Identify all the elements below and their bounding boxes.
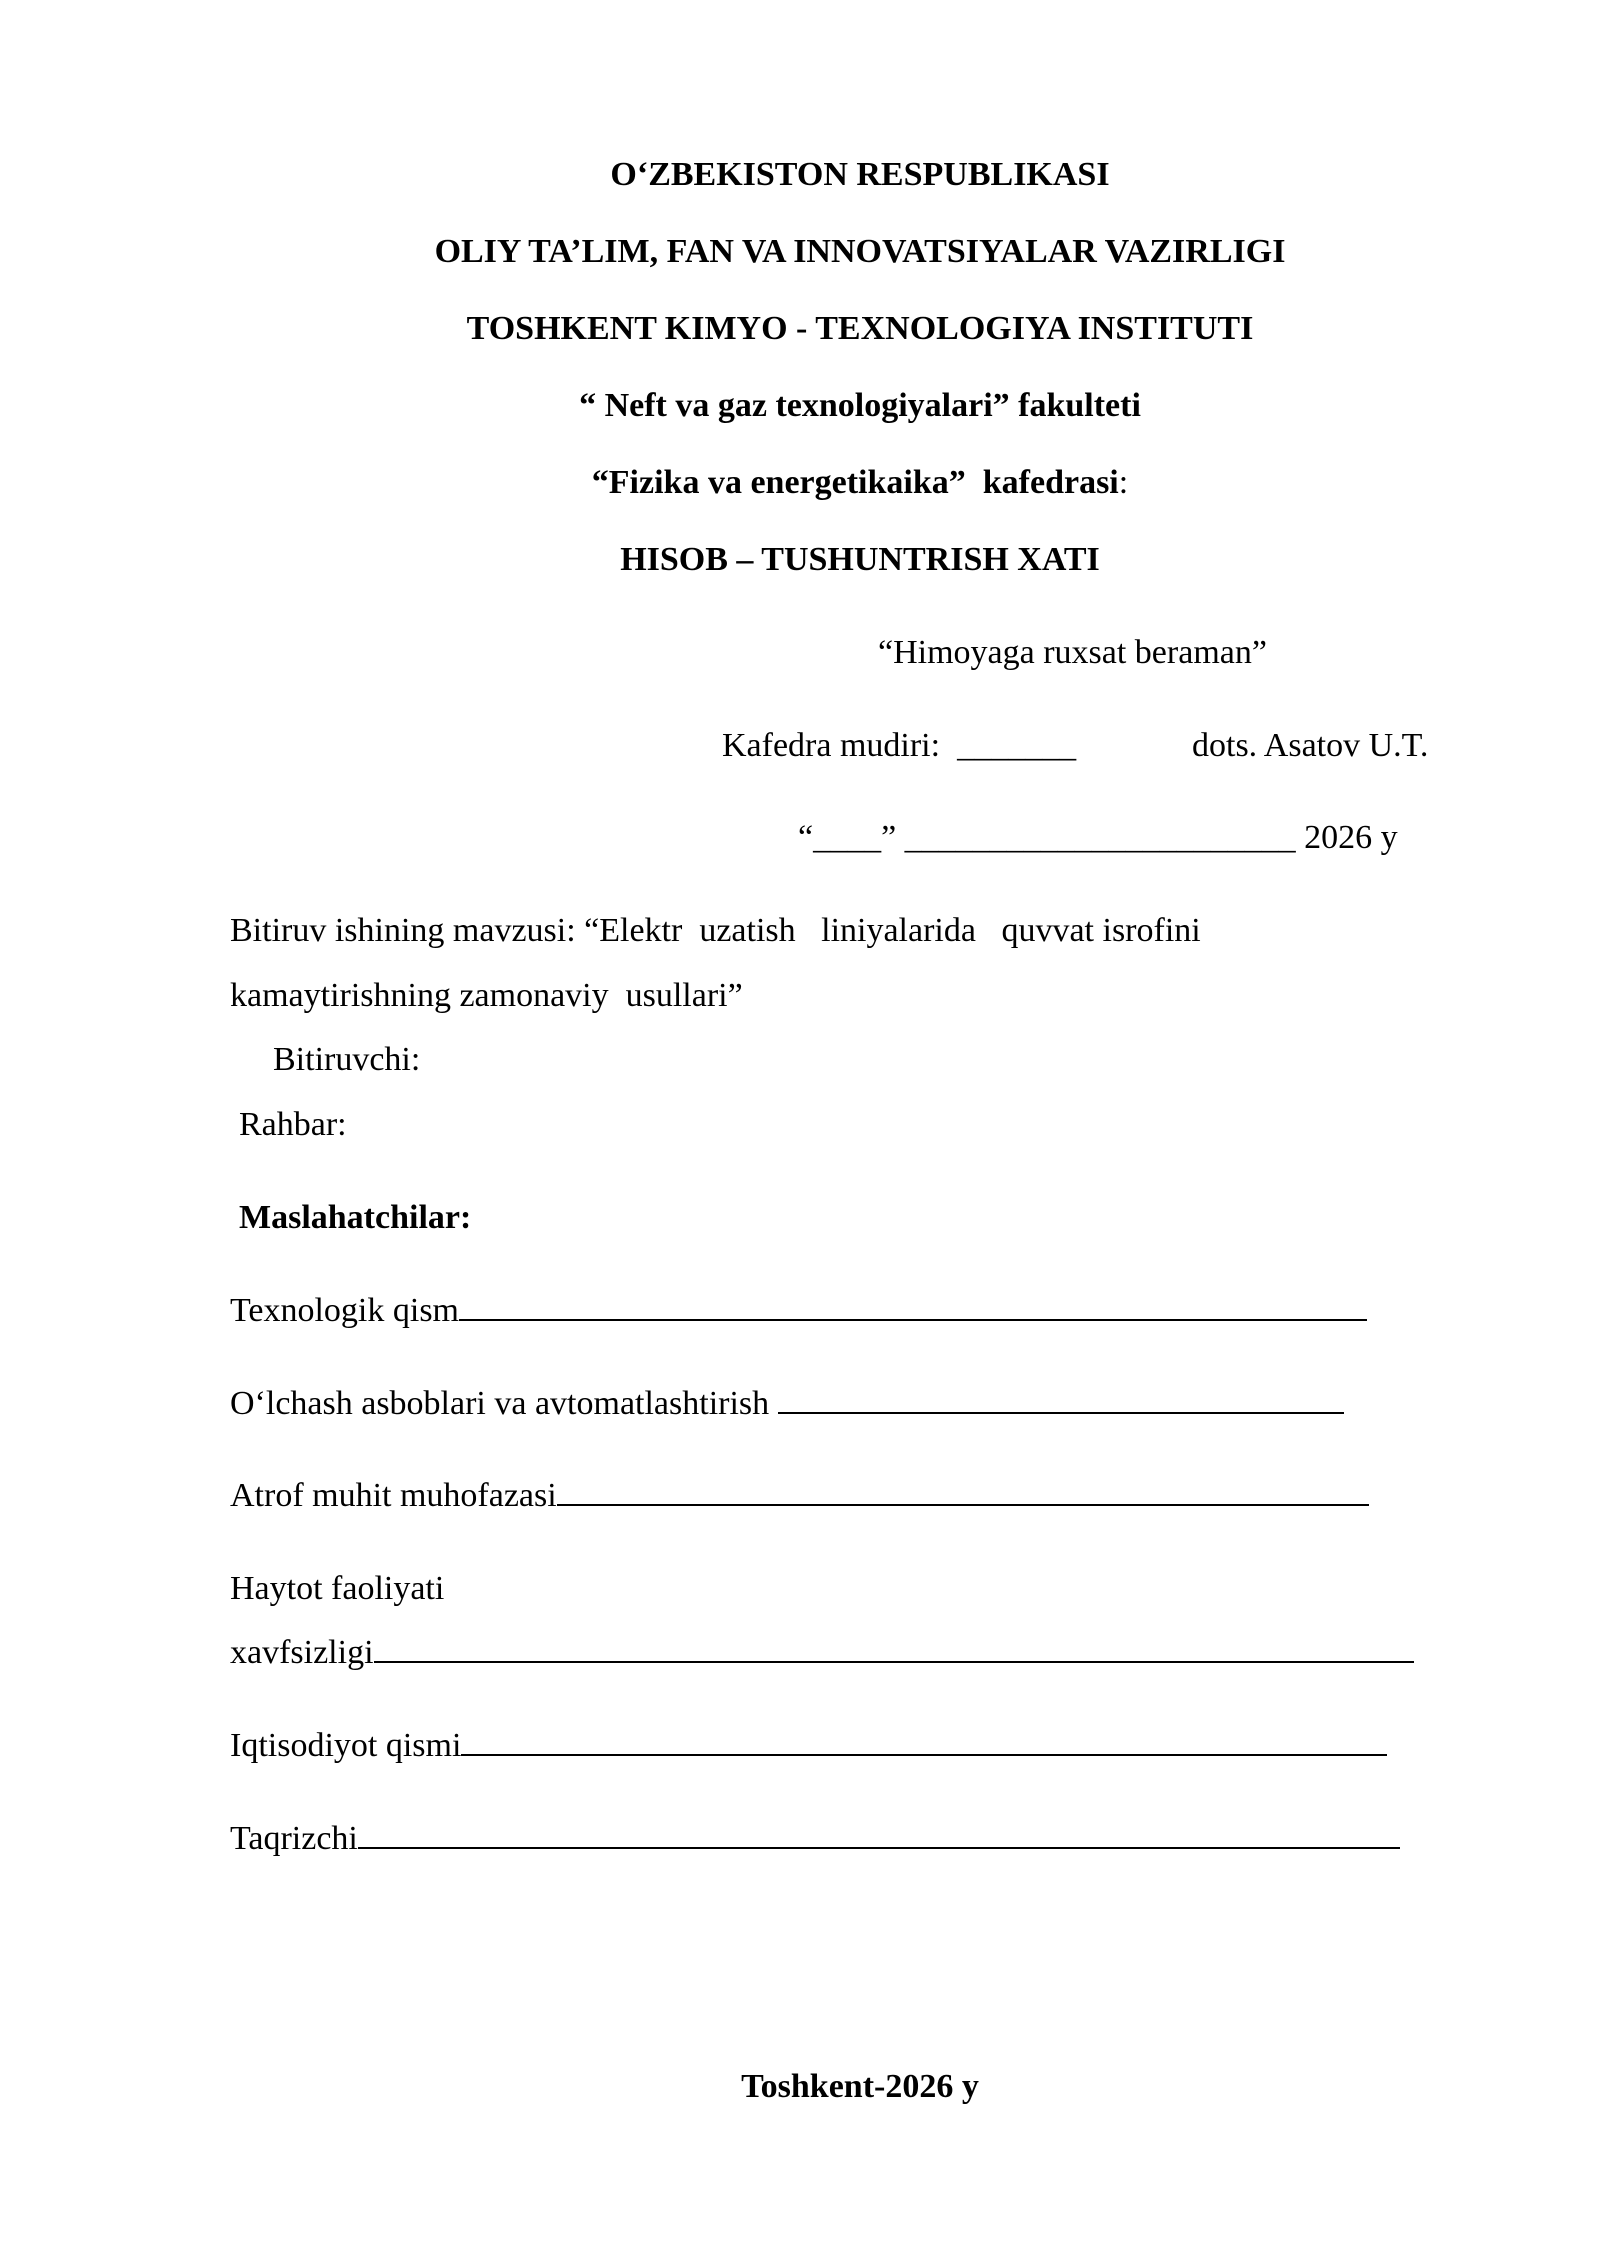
signature-line (459, 1291, 1367, 1321)
header-republic: O‘ZBEKISTON RESPUBLIKASI (610, 156, 1110, 193)
header-department (0, 463, 1600, 503)
consultant-technological (230, 1291, 1367, 1331)
consultant-label: Iqtisodiyot qismi (230, 1727, 462, 1764)
header-faculty: “ Neft va gaz texnologiyalari” fakulteti (579, 387, 1141, 424)
consultant-measurement (230, 1384, 1344, 1424)
document-title: HISOB – TUSHUNTRISH XATI (620, 541, 1100, 578)
approval-permit: “Himoyaga ruxsat beraman” (878, 634, 1267, 671)
consultant-reviewer (230, 1819, 1400, 1859)
consultant-label: Atrof muhit muhofazasi (230, 1477, 557, 1514)
signature-line (461, 1726, 1387, 1756)
consultant-label: xavfsizligi (230, 1634, 374, 1671)
consultant-economics (230, 1726, 1387, 1766)
signature-line (374, 1633, 1414, 1663)
header-ministry: OLIY TA’LIM, FAN VA INNOVATSIYALAR VAZIRLIGI (434, 233, 1286, 270)
consultant-label: Taqrizchi (230, 1820, 358, 1857)
footer-city-year: Toshkent-2026 y (741, 2068, 979, 2105)
consultant-life-safety-line2 (230, 1633, 1414, 1673)
approval-head-name: dots. Asatov U.T. (1192, 727, 1429, 764)
department-name: “Fizika va energetikaika” kafedrasi (591, 464, 1119, 501)
consultants-heading: Maslahatchilar: (239, 1199, 472, 1236)
approval-head-label: Kafedra mudiri: _______ (722, 727, 1077, 764)
approval-date: “____” _______________________ 2026 y (798, 819, 1398, 856)
supervisor-label: Rahbar: (239, 1106, 347, 1143)
consultant-label: O‘lchash asboblari va avtomatlashtirish (230, 1385, 778, 1422)
department-colon: : (1118, 464, 1129, 501)
consultant-life-safety-line1: Haytot faoliyati (230, 1570, 445, 1607)
signature-line (557, 1476, 1369, 1506)
thesis-topic-line1: Bitiruv ishining mavzusi: “Elektr uzatish liniyalarida quvvat isrofini (230, 912, 1201, 949)
signature-line (778, 1384, 1344, 1414)
signature-line (358, 1819, 1400, 1849)
consultant-label: Texnologik qism (230, 1292, 460, 1329)
thesis-topic-line2: kamaytirishning zamonaviy usullari” (230, 977, 743, 1014)
header-institute: TOSHKENT KIMYO - TEXNOLOGIYA INSTITUTI (466, 310, 1254, 347)
graduate-label: Bitiruvchi: (273, 1041, 421, 1078)
consultant-environment (230, 1476, 1369, 1516)
